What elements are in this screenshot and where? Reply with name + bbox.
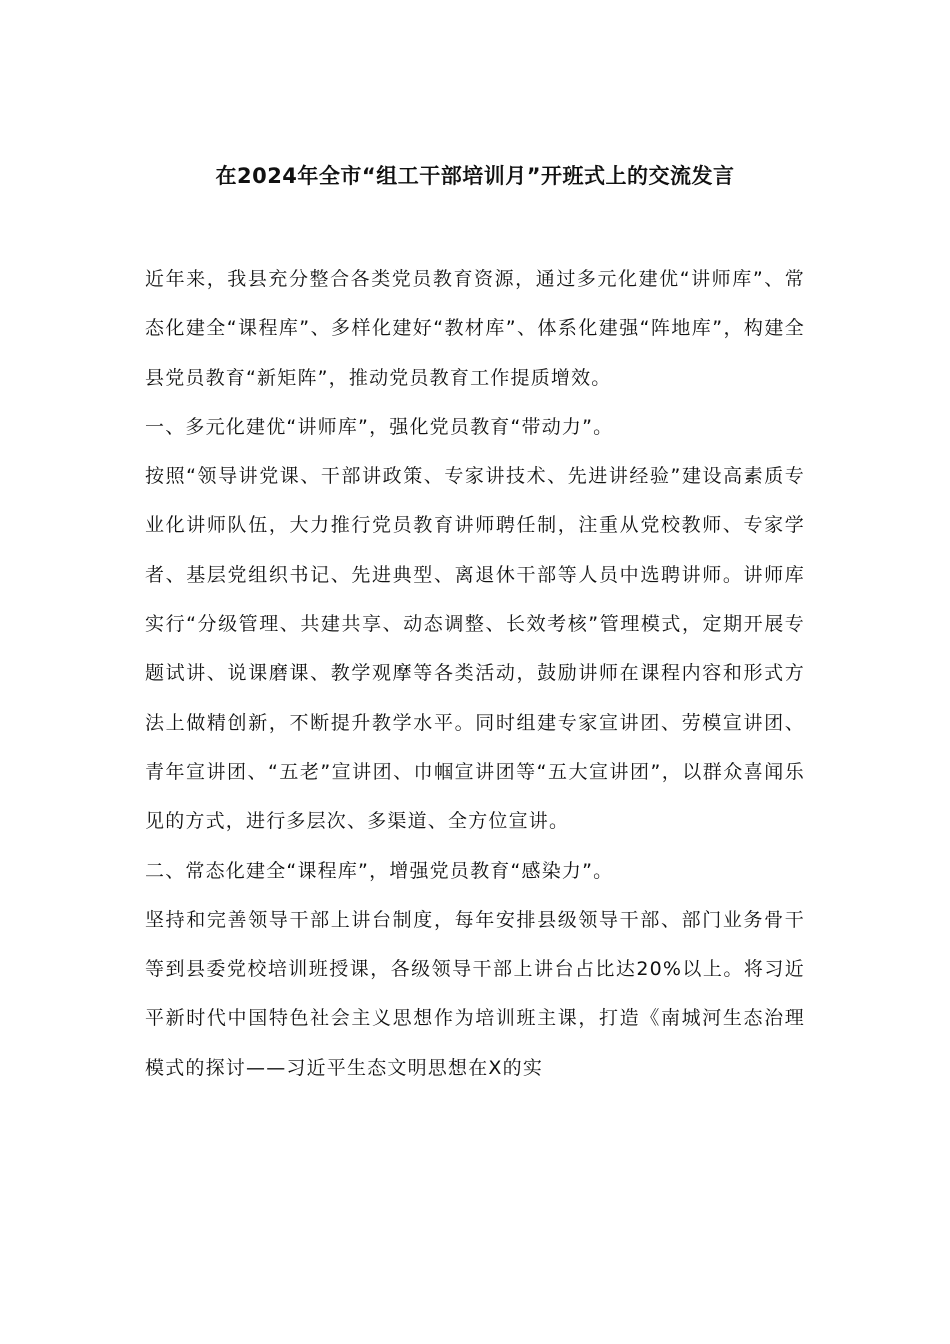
section-heading-2: 二、常态化建全“课程库”，增强党员教育“感染力”。 <box>145 859 614 882</box>
section-1-paragraph: 按照“领导讲党课、干部讲政策、专家讲技术、先进讲经验”建设高素质专业化讲师队伍，大力推行党员教育讲师聘任制，注重从党校教师、专家学者、基层党组织书记、先进典型、离退休干部等人员中选聘讲师。讲师库实行“分级管理、共建共享、动态调整、长效考核”管理模式，定期开展专题试讲、说课磨课、教学观摩等各类活动，鼓励讲师在课程内容和形式方法上做精创新，不断提升教学水平。同时组建专家宣讲团、劳模宣讲团、青年宣讲团、“五老”宣讲团、巾帼宣讲团等“五大宣讲团”，以群众喜闻乐见的方式，进行多层次、多渠道、全方位宣讲。 <box>145 465 805 833</box>
document-body <box>145 255 805 1093</box>
section-2-paragraph: 坚持和完善领导干部上讲台制度，每年安排县级领导干部、部门业务骨干等到县委党校培训班授课，各级领导干部上讲台占比达20%以上。将习近平新时代中国特色社会主义思想作为培训班主课，打造《南城河生态治理模式的探讨——习近平生态文明思想在X的实 <box>145 908 805 1079</box>
section-heading-1: 一、多元化建优“讲师库”，强化党员教育“带动力”。 <box>145 415 614 438</box>
intro-paragraph: 近年来，我县充分整合各类党员教育资源，通过多元化建优“讲师库”、常态化建全“课程库”、多样化建好“教材库”、体系化建强“阵地库”，构建全县党员教育“新矩阵”，推动党员教育工作提质增效。 <box>145 268 805 389</box>
document-title: 在2024年全市“组工干部培训月”开班式上的交流发言 <box>215 164 735 188</box>
